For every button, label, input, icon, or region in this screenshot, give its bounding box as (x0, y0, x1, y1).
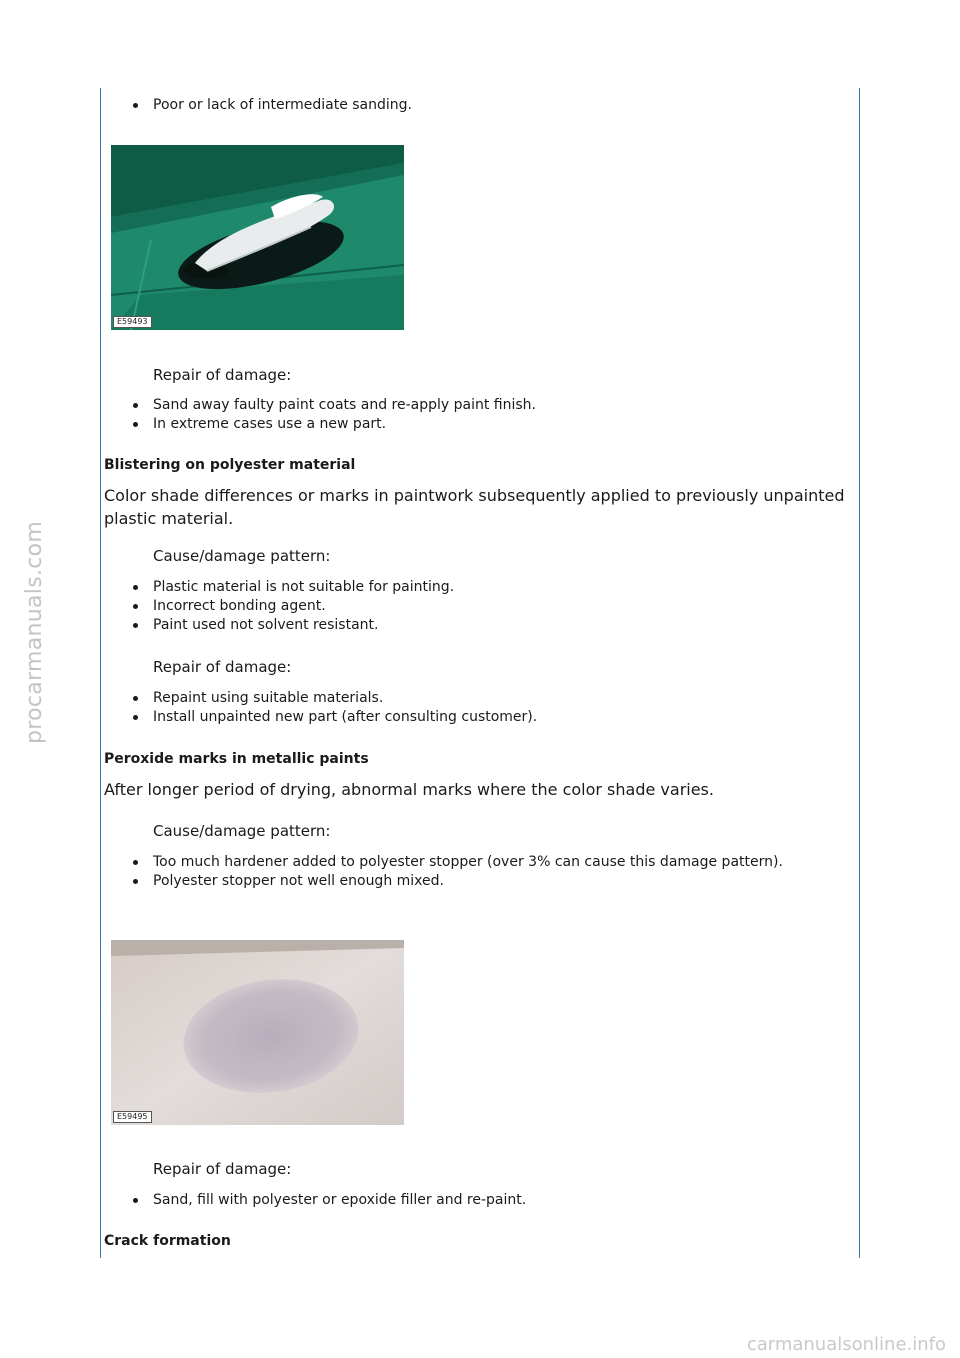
cause-list (104, 578, 804, 635)
list-item: Poor or lack of intermediate sanding. (104, 96, 804, 115)
cause-damage-pattern-title: Cause/damage pattern: (153, 822, 331, 840)
list-item: Sand, fill with polyester or epoxide filler and re-paint. (104, 1191, 804, 1210)
side-watermark: procarmanuals.com (22, 520, 47, 744)
section-heading-crack-formation: Crack formation (104, 1233, 231, 1249)
list-item: Plastic material is not suitable for painting. (104, 578, 804, 597)
list-item: Repaint using suitable materials. (104, 689, 804, 708)
list-item: In extreme cases use a new part. (104, 415, 804, 434)
cause-list (104, 853, 794, 891)
blistering-description: Color shade differences or marks in paintwork subsequently applied to previously unpainted plastic material. (104, 486, 845, 528)
figure-blistered-paint-flake-image (111, 145, 404, 330)
intermediate-sanding-list (104, 96, 804, 115)
list-item: Polyester stopper not well enough mixed. (104, 872, 794, 891)
repair-of-damage-title: Repair of damage: (153, 366, 292, 384)
repair-list (104, 689, 804, 727)
repair-of-damage-title: Repair of damage: (153, 658, 292, 676)
repair-list (104, 1191, 804, 1210)
right-margin-rule (859, 88, 860, 1258)
figure-peroxide-mark-image (111, 940, 404, 1125)
list-item: Sand away faulty paint coats and re-apply paint finish. (104, 396, 804, 415)
left-margin-rule (100, 88, 101, 1258)
figure-label: E59493 (113, 316, 152, 328)
list-item: Incorrect bonding agent. (104, 597, 804, 616)
bottom-watermark: carmanualsonline.info (746, 1334, 946, 1355)
repair-list (104, 396, 804, 434)
list-item: Paint used not solvent resistant. (104, 616, 804, 635)
list-item: Too much hardener added to polyester stopper (over 3% can cause this damage pattern). (104, 853, 794, 872)
repair-of-damage-title: Repair of damage: (153, 1160, 292, 1178)
figure-label: E59495 (113, 1111, 152, 1123)
peroxide-description: After longer period of drying, abnormal marks where the color shade varies. (104, 780, 714, 799)
figure-blistered-paint-flake (111, 145, 404, 330)
cause-damage-pattern-title: Cause/damage pattern: (153, 547, 331, 565)
section-heading-blistering: Blistering on polyester material (104, 457, 356, 473)
list-item: Install unpainted new part (after consulting customer). (104, 708, 804, 727)
figure-peroxide-mark (111, 940, 404, 1125)
section-heading-peroxide: Peroxide marks in metallic paints (104, 751, 369, 767)
